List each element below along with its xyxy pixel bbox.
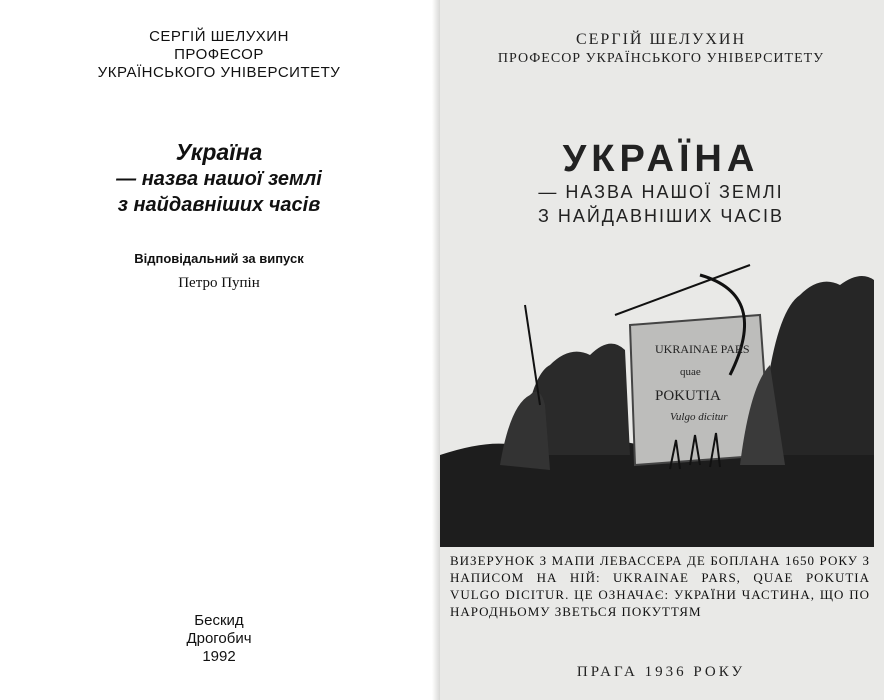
left-title-main: Україна (175, 139, 263, 165)
right-title-block (438, 138, 884, 228)
left-title-sub-1: — назва нашої землі (116, 168, 322, 190)
left-page (0, 0, 438, 700)
right-title-sub-1: — НАЗВА НАШОЇ ЗЕМЛІ (538, 182, 784, 202)
responsible-block (0, 246, 438, 296)
illustration-caption: ВИЗЕРУНОК З МАПИ ЛЕВАССЕРА ДЕ БОПЛАНА 1650 РОКУ З НАПИСОМ НА НІЙ: UKRAINAE PARS, QUAE POKUTIA VULGO DICITUR. ЦЕ ОЗНАЧАЄ: УКРАЇНИ ЧАСТИНА, ЩО ПО НАРОДНЬОМУ ЗВЕТЬСЯ ПОКУТТЯМ (450, 553, 870, 619)
publisher-name: Бескид (194, 612, 244, 629)
illustration-text-line-4: Vulgo dicitur (670, 411, 728, 423)
illustration-text-line-1: UKRAINAE PARS (655, 342, 750, 356)
responsible-name: Петро Пупін (178, 275, 260, 291)
illustration-text-line-3: POKUTIA (655, 388, 721, 404)
right-imprint: ПРАГА 1936 РОКУ (576, 664, 746, 680)
illustration-text-line-2: quae (680, 366, 701, 378)
right-author-title: ПРОФЕСОР УКРАЇНСЬКОГО УНІВЕРСИТЕТУ (497, 51, 825, 66)
left-author-block (0, 28, 438, 82)
left-author-title: ПРОФЕСОР (174, 46, 264, 63)
map-vignette-illustration (440, 255, 874, 547)
left-imprint (0, 612, 438, 666)
right-title-sub-2: З НАЙДАВНІШИХ ЧАСІВ (537, 206, 785, 226)
left-title-block (0, 138, 438, 218)
left-author-name: СЕРГІЙ ШЕЛУХИН (149, 28, 289, 45)
book-gutter (432, 0, 440, 700)
right-title-main: УКРАЇНА (562, 138, 760, 180)
left-title-sub-2: з найдавніших часів (117, 194, 321, 216)
publisher-city: Дрогобич (186, 630, 252, 647)
right-author-name: СЕРГІЙ ШЕЛУХИН (575, 31, 747, 48)
responsible-label: Відповідальний за випуск (134, 251, 304, 266)
left-author-affiliation: УКРАЇНСЬКОГО УНІВЕРСИТЕТУ (97, 64, 341, 81)
publication-year: 1992 (202, 648, 236, 665)
right-author-block (438, 30, 884, 68)
